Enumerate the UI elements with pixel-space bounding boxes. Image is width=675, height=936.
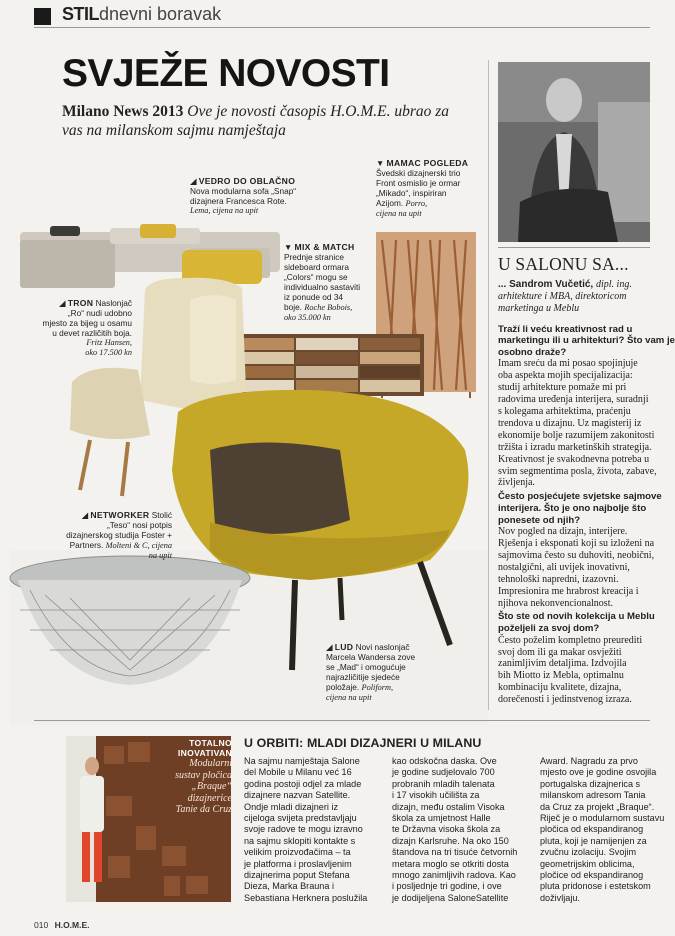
box-line: dizajnerice bbox=[187, 792, 232, 804]
caption-tron-credit: Fritz Hansen, bbox=[86, 338, 132, 347]
text-line: dizajnere nazvan Satellite. bbox=[244, 790, 351, 801]
caption-networker-line: „Teso“ nosi potpis bbox=[106, 520, 172, 530]
caption-tron-line: u devet različitih boja. bbox=[52, 328, 132, 338]
caption-tron-credit: oko 17.500 kn bbox=[85, 348, 132, 357]
caption-mix-title: MIX & MATCH bbox=[294, 242, 355, 252]
interview-answer: Kreativnost je svakodnevna potreba u bbox=[498, 453, 650, 465]
interview-answer: bih Miotto iz Mebla, optimalnu bbox=[498, 670, 624, 682]
bottom-heading: U ORBITI: MLADI DIZAJNERI U MILANU bbox=[244, 736, 482, 750]
caption-mamac-line: Švedski dizajnerski trio bbox=[376, 168, 461, 178]
arrow-icon: ▼ bbox=[284, 242, 293, 252]
interview-answer: svim segmentima posla, života, zabave, bbox=[498, 465, 657, 477]
text-line: je platforma i proslavljenim bbox=[244, 858, 352, 869]
text-line: dizajnerima poput Stefana bbox=[244, 870, 350, 881]
text-line: te Državna visoka škola za bbox=[392, 824, 501, 835]
caption-networker bbox=[44, 510, 172, 561]
caption-tron-line: Naslonjač bbox=[95, 298, 132, 308]
interview-question: Što ste od novih kolekcija u Meblu bbox=[498, 611, 655, 623]
interview-rule bbox=[498, 247, 650, 248]
text-line: Award. Nagradu za prvo bbox=[540, 756, 638, 766]
caption-vedro-title: VEDRO DO OBLAČNO bbox=[198, 176, 296, 186]
text-line: dizajn Karlsruhe. Na oko 150 bbox=[392, 835, 509, 846]
interview-question: poželjeli za svoj dom? bbox=[498, 623, 600, 635]
arrow-icon: ◢ bbox=[326, 642, 333, 652]
interview-heading: U SALONU SA... bbox=[498, 254, 629, 274]
caption-mix bbox=[284, 242, 384, 323]
interview-answer: radovima uređenja interijera, suradnji bbox=[498, 394, 649, 406]
text-line: na sajmu sklopiti kontakte s bbox=[244, 835, 356, 846]
header-rule bbox=[34, 27, 650, 28]
caption-tron-title: TRON bbox=[67, 298, 94, 308]
sideboard-image bbox=[232, 334, 424, 396]
caption-mamac-line: Front osmislio je ormar bbox=[376, 178, 461, 188]
caption-lud-line: se „Mad“ i omogućuje bbox=[326, 662, 406, 672]
text-line: pluta pridonose i estetskom bbox=[540, 881, 651, 892]
product-photo bbox=[10, 150, 488, 725]
text-line: i posljednje tri godine, i ove bbox=[392, 881, 502, 892]
text-line: Na sajmu namještaja Salone bbox=[244, 756, 360, 766]
caption-mix-line: boje. bbox=[284, 302, 302, 312]
text-line: Riječ je o modularnom sustavu bbox=[540, 813, 665, 824]
text-line: Ondje mladi dizajneri iz bbox=[244, 801, 339, 812]
text-line: milanskom adresom Tania bbox=[540, 790, 646, 801]
interview-answer: Nov pogled na dizajn, interijere. bbox=[498, 526, 628, 538]
subtitle-bold: Milano News 2013 bbox=[62, 103, 184, 120]
caption-mamac-line: Azijom. bbox=[376, 198, 404, 208]
interview-answer: Često poželim kompletno preurediti bbox=[498, 634, 643, 646]
footer bbox=[34, 920, 90, 930]
caption-mix-credit: Roche Bobois, bbox=[304, 303, 353, 312]
caption-networker-credit: na upit bbox=[148, 551, 172, 560]
caption-networker-line: Partners. bbox=[69, 540, 104, 550]
bottom-rule bbox=[34, 720, 650, 721]
interview-answer: tehnološki napredni, izazovni. bbox=[498, 573, 619, 585]
text-line: kao odskočna daska. Ove bbox=[392, 756, 497, 766]
interview-answer: tržišta i izradu marketinških strategija. bbox=[498, 441, 652, 453]
interview-question: osobno draže? bbox=[498, 346, 567, 358]
caption-mix-line: sideboard ormara bbox=[284, 262, 350, 272]
caption-mix-line: iz ponude od 34 bbox=[284, 292, 344, 302]
text-line: škola za umjetnost Halle bbox=[392, 813, 491, 824]
box-line: „Braque“ bbox=[191, 781, 232, 792]
interview-answer: ekonomije bolje razumijem zakonitosti bbox=[498, 429, 655, 441]
caption-mamac-title: MAMAC POGLEDA bbox=[386, 158, 469, 168]
interview-answer: nostalgični, ali uvijek inovativni, bbox=[498, 561, 630, 573]
text-line: svoje radove te mogu izravno bbox=[244, 824, 363, 835]
interview-answer: življenja. bbox=[498, 477, 535, 489]
interview-answer: zanimljivim detaljima. Izdvojila bbox=[498, 658, 627, 670]
interview-question: Često posjećujete svjetske sajmove bbox=[498, 491, 662, 503]
text-line: godina postoji odjel za mlade bbox=[244, 778, 362, 789]
interview-answer: studij arhitekture pomaže mi pri bbox=[498, 382, 627, 394]
caption-tron-line: „Ro“ nudi udobno bbox=[67, 308, 132, 318]
bottom-col-2 bbox=[392, 756, 542, 904]
caption-mix-line: „Colors“ mogu se bbox=[284, 272, 348, 282]
caption-vedro bbox=[190, 176, 360, 216]
text-line: i 17 visokih učilišta za bbox=[392, 790, 480, 801]
caption-lud-credit: Poliform, bbox=[361, 683, 394, 692]
interview-answer: Impresionira me hrabrost kreacija i bbox=[498, 585, 639, 597]
interview-question: marketingu ili u arhitekturi? Što vam je bbox=[498, 335, 675, 347]
interview-answer: oba aspekta mojih specijalizacija: bbox=[498, 370, 633, 382]
interview-answer: sajmovima često su duhoviti, neobični, bbox=[498, 549, 655, 561]
text-line: cijeloga svijeta predstavljaju bbox=[244, 813, 357, 824]
caption-mix-credit: oko 35.000 kn bbox=[284, 313, 331, 322]
caption-mix-line: individualno sastaviti bbox=[284, 282, 361, 292]
caption-tron bbox=[24, 298, 132, 358]
interview-answer: Rješenja i eksponati koji su izloženi na bbox=[498, 538, 655, 550]
interview-question: ponesete od njih? bbox=[498, 514, 581, 526]
interview-answer: njihova nekonvencionalnost. bbox=[498, 597, 613, 609]
column-divider bbox=[488, 60, 489, 710]
caption-mamac-credit: cijena na upit bbox=[376, 209, 422, 218]
bottom-col-1 bbox=[244, 756, 392, 904]
interview-question: Traží li veću kreativnost rad u bbox=[498, 323, 633, 335]
box-title: TOTALNO bbox=[189, 738, 232, 748]
text-line: pločice od ekspandiranog bbox=[540, 870, 644, 881]
box-line: sustav pločica bbox=[175, 769, 232, 781]
caption-vedro-credit: Lema, cijena na upit bbox=[190, 206, 259, 215]
arrow-icon: ◢ bbox=[59, 298, 66, 308]
caption-networker-credit: Molteni & C, cijena bbox=[105, 541, 172, 550]
page-number: 010 bbox=[34, 920, 49, 930]
bottom-col-3 bbox=[540, 756, 665, 904]
caption-lud-title: LUD bbox=[334, 642, 354, 652]
box-line: Modularni bbox=[189, 758, 232, 769]
caption-lud bbox=[326, 642, 426, 703]
text-line: mjesto ove je godine osvojila bbox=[540, 767, 657, 778]
caption-lud-line: najrazličitije sjedeće bbox=[326, 672, 400, 682]
interview-intro: dipl. ing. bbox=[596, 279, 632, 290]
section-bold: STIL bbox=[62, 4, 99, 24]
text-line: pluta, koji je namijenjen za bbox=[540, 835, 647, 846]
section-header bbox=[62, 4, 221, 25]
interview-question: interijera. Što je ono najbolje što bbox=[498, 502, 647, 514]
caption-mix-line: Prednje stranice bbox=[284, 252, 344, 262]
interview-answer: trendova u dizajnu. Uz magisterij iz bbox=[498, 417, 642, 429]
text-line: je godine sudjelovalo 700 bbox=[392, 767, 495, 778]
caption-mamac bbox=[376, 158, 494, 219]
interview-answer: Imam sreću da mi posao spojinjuje bbox=[498, 358, 638, 370]
page-title: SVJEŽE NOVOSTI bbox=[62, 52, 390, 95]
text-line: Dieza, Marka Brauna i bbox=[244, 881, 334, 892]
arrow-icon: ▼ bbox=[376, 158, 385, 168]
interview-intro-line: arhitekture i MBA, direktoricom bbox=[498, 291, 627, 303]
arrow-icon: ◢ bbox=[190, 176, 197, 186]
text-line: geometrijskim oblicima, bbox=[540, 858, 635, 869]
caption-tron-line: mjesto za bijeg u osamu bbox=[42, 318, 132, 328]
caption-lud-line: položaje. bbox=[326, 682, 360, 692]
section-marker bbox=[34, 8, 51, 25]
text-line: doživljaju. bbox=[540, 892, 580, 903]
interview-answer: kombinaciju kvalitete, dizajna, bbox=[498, 682, 622, 694]
text-line: del Mobile u Milanu već 16 bbox=[244, 767, 352, 778]
text-line: štandova na tri tisuće četvornih bbox=[392, 847, 518, 858]
section-light: dnevni boravak bbox=[99, 4, 222, 24]
text-line: pločica od ekspandiranog bbox=[540, 824, 644, 835]
interview-answer: dorečenosti i jedinstvenog izraza. bbox=[498, 694, 632, 706]
caption-lud-line: Novi naslonjač bbox=[355, 642, 410, 652]
text-line: Sebastiana Herknera poslužila bbox=[244, 892, 368, 903]
caption-networker-line: dizajnerskog studija Foster + bbox=[66, 530, 172, 540]
interview-answer: svoj dom ili ga makar osvježiti bbox=[498, 646, 622, 658]
caption-lud-line: Marcela Wandersa zove bbox=[326, 652, 416, 662]
footer-brand: H.O.M.E. bbox=[54, 920, 90, 930]
text-line: da Cruz za projekt „Braque“. bbox=[540, 801, 655, 812]
interview-column bbox=[498, 254, 675, 706]
subtitle-text: Ove je novosti časopis H.O.M.E. ubrao za vas na milanskom sajmu namještaja bbox=[62, 103, 450, 139]
innovation-box bbox=[166, 738, 232, 816]
caption-mamac-credit: Porro, bbox=[405, 199, 428, 208]
text-line: portugalska dizajnerica s bbox=[540, 778, 641, 789]
text-line: velikim proizvođačima – ta bbox=[244, 847, 351, 858]
box-line: Tanie da Cruz bbox=[175, 804, 232, 815]
caption-networker-line: Stolić bbox=[151, 510, 172, 520]
text-line: metara moglo se otkriti dosta bbox=[392, 858, 509, 869]
text-line: dizajn, među ostalim Visoka bbox=[392, 801, 505, 812]
text-line: mnogo zanimljivih radova. Kao bbox=[392, 870, 516, 881]
interview-intro-line: marketinga u Meblu bbox=[498, 303, 580, 315]
text-line: je dodijeljena SaloneSatellite bbox=[392, 892, 509, 903]
arrow-icon: ◢ bbox=[81, 510, 89, 520]
interview-name: ... Sandrom Vučetić, bbox=[498, 279, 594, 290]
caption-networker-title: NETWORKER bbox=[90, 510, 150, 520]
subtitle bbox=[62, 102, 462, 140]
interview-answer: s kolegama arhitektima, praćenju bbox=[498, 406, 631, 418]
box-title: INOVATIVAN bbox=[177, 748, 232, 758]
caption-lud-credit: cijena na upit bbox=[326, 693, 372, 702]
text-line: probranih mladih talenata bbox=[392, 778, 495, 789]
portrait-photo bbox=[498, 62, 650, 242]
caption-vedro-line: dizajnera Francesca Rote. bbox=[190, 196, 287, 206]
caption-mamac-line: „Mikado“, inspiriran bbox=[376, 188, 447, 198]
text-line: zvučnu izolaciju. Svojim bbox=[540, 847, 637, 858]
caption-vedro-line: Nova modularna sofa „Snap“ bbox=[190, 186, 297, 196]
